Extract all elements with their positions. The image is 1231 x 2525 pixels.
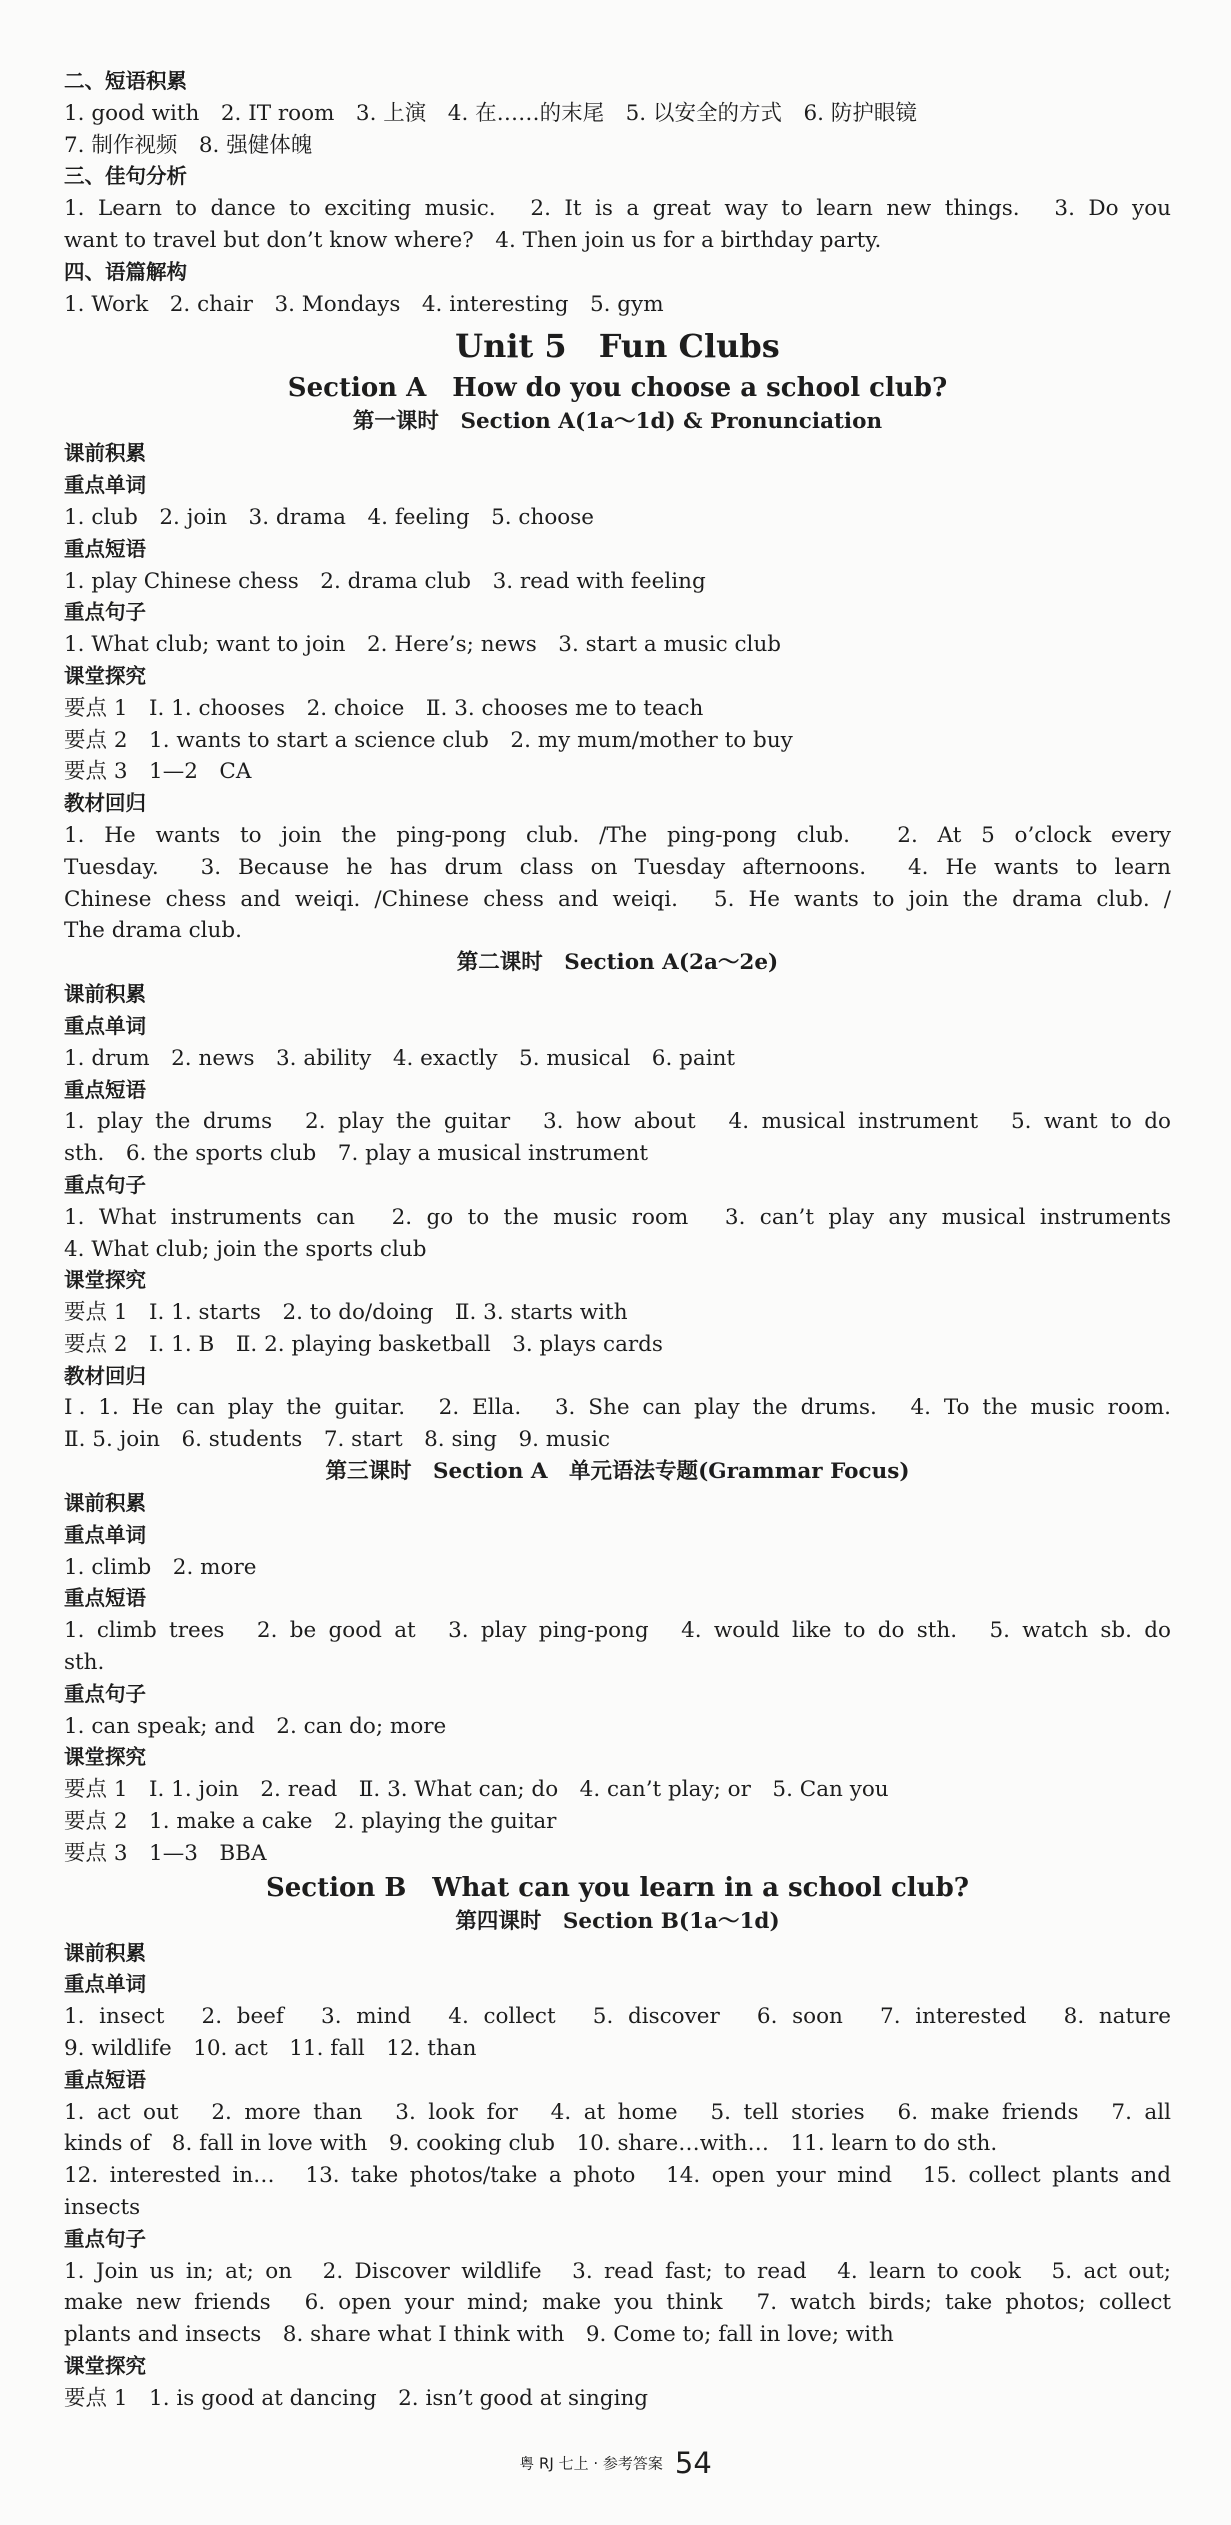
- lesson-number: 第二课时: [456, 950, 543, 976]
- lesson-1-title: [64, 406, 1171, 438]
- section-header: 二、短语积累: [64, 69, 187, 93]
- answer-line: 要点 2 1. make a cake 2. playing the guitar: [64, 1809, 557, 1835]
- unit-title: Unit 5 Fun Clubs: [455, 327, 780, 366]
- answer-line: 1. can speak; and 2. can do; more: [64, 1713, 447, 1739]
- subheader: 课堂探究: [64, 2354, 146, 2378]
- answer-line: insects: [64, 2195, 141, 2221]
- section-header: 三、佳句分析: [64, 164, 187, 189]
- answer-line: 1. Learn to dance to exciting music. 2. It is a great way to learn new things. 3. Do you: [64, 196, 1171, 222]
- lesson-topic-en: (Grammar Focus): [698, 1459, 910, 1485]
- section-header: 四、语篇解构: [64, 259, 187, 284]
- answer-line: Chinese chess and weiqi. /Chinese chess and weiqi. 5. He wants to join the drama club. /: [64, 886, 1171, 912]
- answer-line: 1. act out 2. more than 3. look for 4. at home 5. tell stories 6. make friends 7. all: [64, 2099, 1171, 2125]
- lesson-scope: Section B(1a～1d): [562, 1908, 780, 1934]
- lesson-4-title: [64, 1906, 1171, 1938]
- subheader: 教材回归: [64, 1363, 146, 1388]
- subheader: 重点短语: [64, 536, 146, 561]
- subheader: 课前积累: [64, 1940, 146, 1965]
- section-b-title: Section B What can you learn in a school club?: [265, 1872, 969, 1903]
- lesson-scope: Section A(2a～2e): [564, 950, 779, 976]
- lesson-2-title: [64, 947, 1171, 979]
- lesson-number: 第四课时: [455, 1908, 542, 1934]
- lesson-topic: 单元语法专题: [569, 1459, 699, 1485]
- subheader: 重点单词: [64, 1972, 146, 1997]
- answer-line: 1. insect 2. beef 3. mind 4. collect 5. discover 6. soon 7. interested 8. nature: [64, 2004, 1171, 2030]
- answer-line: 要点 1 1. is good at dancing 2. isn’t good at singing: [64, 2385, 649, 2411]
- subheader: 课堂探究: [64, 1268, 146, 1293]
- answer-line: 1. Join us in; at; on 2. Discover wildlife 3. read fast; to read 4. learn to cook 5. act out;: [64, 2258, 1171, 2284]
- subheader: 重点句子: [64, 2226, 146, 2251]
- answer-line: 9. wildlife 10. act 11. fall 12. than: [64, 2036, 477, 2062]
- subheader: 重点句子: [64, 1172, 146, 1197]
- answer-line: 12. interested in… 13. take photos/take a photo 14. open your mind 15. collect plants and: [64, 2163, 1171, 2189]
- answer-line: want to travel but don’t know where? 4. Then join us for a birthday party.: [64, 227, 882, 253]
- lesson-number: 第一课时: [352, 409, 439, 435]
- answer-line: 要点 3 1—3 BBA: [64, 1840, 267, 1866]
- subheader: 重点单词: [64, 473, 146, 498]
- answer-line: 1. Work 2. chair 3. Mondays 4. interesting 5. gym: [64, 291, 664, 317]
- answer-line: 1. What instruments can 2. go to the music room 3. can’t play any musical instruments: [64, 1204, 1171, 1230]
- answer-line: 1. climb trees 2. be good at 3. play ping-pong 4. would like to do sth. 5. watch sb. do: [64, 1618, 1171, 1644]
- answer-line: The drama club.: [64, 918, 243, 944]
- answer-line: sth.: [64, 1650, 105, 1676]
- subheader: 课前积累: [64, 441, 146, 466]
- answer-line: 1. play the drums 2. play the guitar 3. how about 4. musical instrument 5. want to do: [64, 1109, 1171, 1135]
- subheader: 课堂探究: [64, 1745, 146, 1770]
- answer-line: 要点 1 Ⅰ. 1. chooses 2. choice Ⅱ. 3. chooses me to teach: [64, 695, 704, 721]
- answer-line: 4. What club; join the sports club: [64, 1236, 427, 1262]
- answer-line: sth. 6. the sports club 7. play a musical instrument: [64, 1141, 649, 1167]
- lesson-scope: Section A(1a～1d) & Pronunciation: [460, 409, 883, 435]
- section-a-title: Section A How do you choose a school club?: [287, 373, 948, 404]
- lesson-scope: Section A: [432, 1459, 548, 1485]
- answer-line: 要点 3 1—2 CA: [64, 759, 252, 785]
- subheader: 重点句子: [64, 600, 146, 625]
- answer-line: Tuesday. 3. Because he has drum class on Tuesday afternoons. 4. He wants to learn: [64, 854, 1171, 880]
- subheader: 重点单词: [64, 1013, 146, 1038]
- answer-line: plants and insects 8. share what I think with 9. Come to; fall in love; with: [64, 2322, 894, 2348]
- footer-label: 粤 RJ 七上 · 参考答案: [519, 2454, 663, 2473]
- lesson-3-title: [64, 1456, 1171, 1488]
- answer-line: 1. What club; want to join 2. Here’s; news 3. start a music club: [64, 632, 782, 658]
- lesson-number: 第三课时: [325, 1459, 412, 1485]
- subheader: 重点短语: [64, 1586, 146, 1611]
- answer-line: Ⅱ. 5. join 6. students 7. start 8. sing 9. music: [64, 1427, 610, 1453]
- answer-line: 要点 2 Ⅰ. 1. B Ⅱ. 2. playing basketball 3. plays cards: [64, 1331, 663, 1357]
- answer-line: 7. 制作视频 8. 强健体魄: [64, 132, 313, 158]
- answer-line: make new friends 6. open your mind; make you think 7. watch birds; take photos; collect: [64, 2290, 1171, 2316]
- page-footer: [0, 2446, 1231, 2480]
- answer-line: 要点 1 Ⅰ. 1. join 2. read Ⅱ. 3. What can; do 4. can’t play; or 5. Can you: [64, 1777, 889, 1803]
- subheader: 重点短语: [64, 1077, 146, 1102]
- answer-line: 1. He wants to join the ping-pong club. /The ping-pong club. 2. At 5 o’clock every: [64, 822, 1171, 848]
- subheader: 重点短语: [64, 2067, 146, 2092]
- answer-line: 1. drum 2. news 3. ability 4. exactly 5. musical 6. paint: [64, 1045, 736, 1071]
- answer-line: 1. climb 2. more: [64, 1554, 257, 1580]
- subheader: 课前积累: [64, 1491, 146, 1516]
- subheader: 课前积累: [64, 982, 146, 1007]
- answer-line: 1. club 2. join 3. drama 4. feeling 5. choose: [64, 504, 594, 530]
- answer-line: 1. good with 2. IT room 3. 上演 4. 在……的末尾 5. 以安全的方式 6. 防护眼镜: [64, 100, 917, 126]
- answer-line: 1. play Chinese chess 2. drama club 3. read with feeling: [64, 568, 706, 594]
- page-number: 54: [674, 2446, 712, 2480]
- answer-line: Ⅰ. 1. He can play the guitar. 2. Ella. 3. She can play the drums. 4. To the music room.: [64, 1395, 1171, 1421]
- subheader: 重点句子: [64, 1681, 146, 1706]
- answer-line: kinds of 8. fall in love with 9. cooking club 10. share…with… 11. learn to do sth.: [64, 2131, 998, 2157]
- answer-line: 要点 1 Ⅰ. 1. starts 2. to do/doing Ⅱ. 3. starts with: [64, 1300, 628, 1326]
- subheader: 重点单词: [64, 1522, 146, 1547]
- answer-line: 要点 2 1. wants to start a science club 2. my mum/mother to buy: [64, 727, 793, 753]
- subheader: 课堂探究: [64, 663, 146, 688]
- subheader: 教材回归: [64, 791, 146, 816]
